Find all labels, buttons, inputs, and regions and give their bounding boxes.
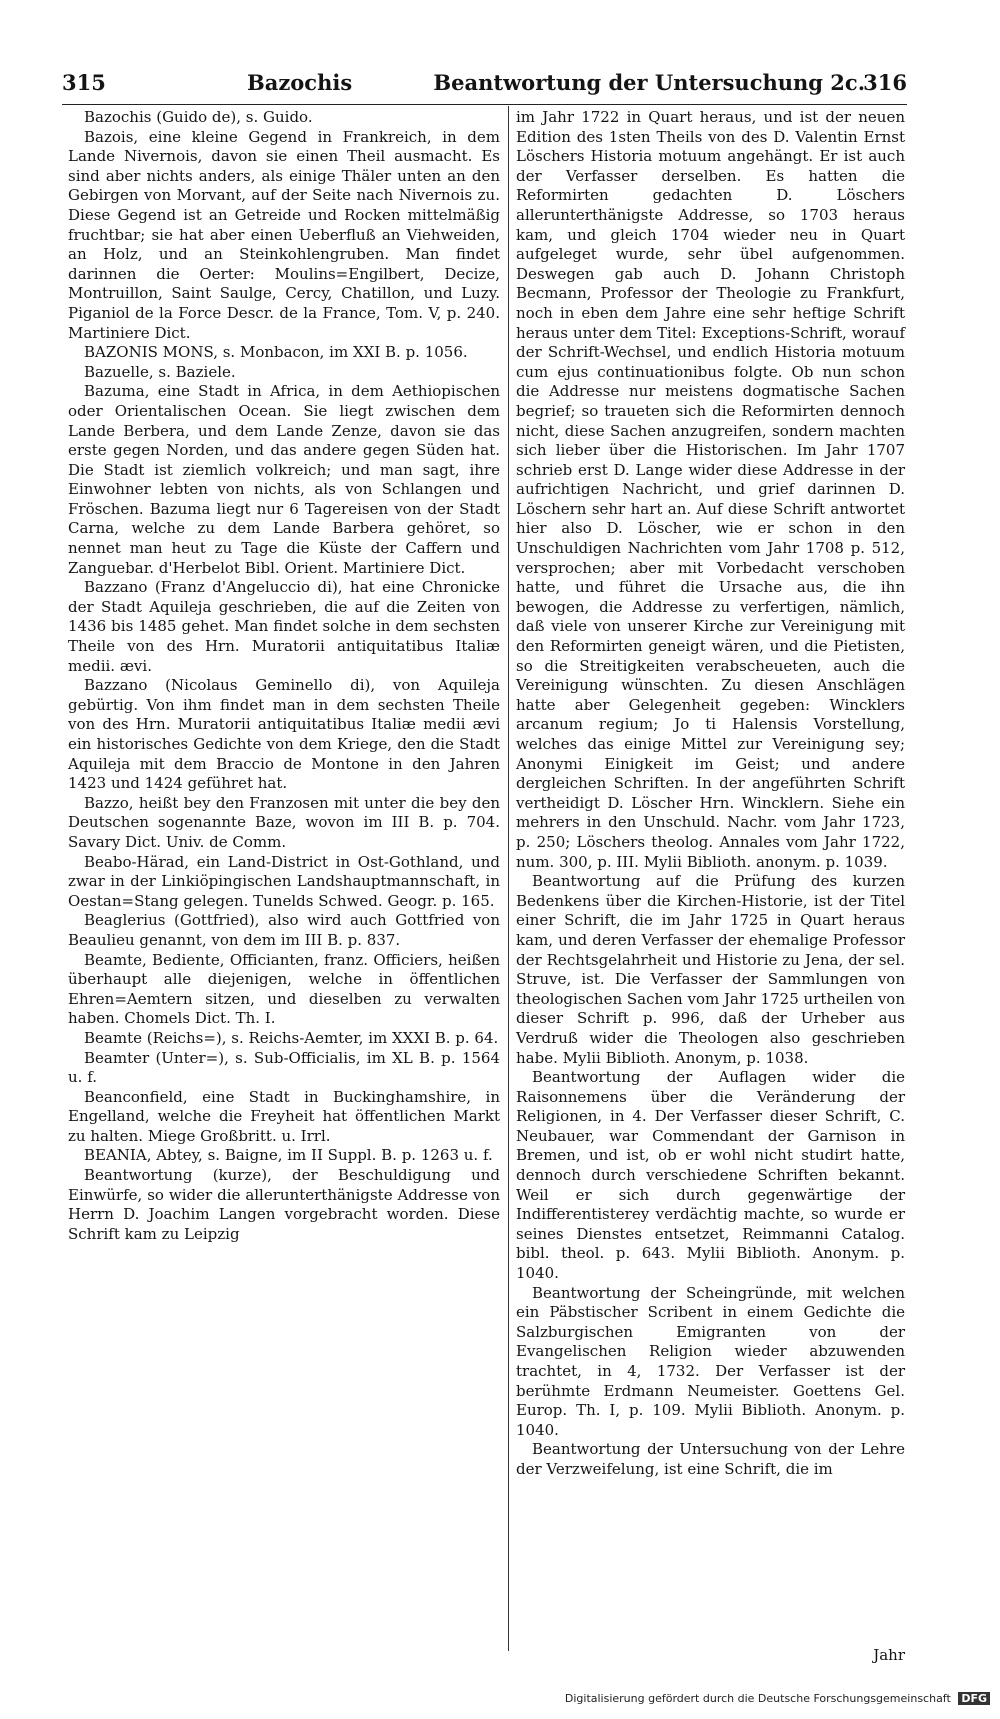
entry-paragraph: im Jahr 1722 in Quart heraus, und ist der neuen Edition des 1sten Theils von des D. Valentin Ernst Löschers Historia motuum angehängt. Er ist auch der Verfasser derselben. Es hatten die Reformirten gedachten D. Löschers allerunterthänigste Addresse, so 1703 heraus kam, und gleich 1704 wieder neu in Quart aufgeleget wurde, sehr übel aufgenommen. Deswegen gab auch D. Johann Christoph Becmann, Professor der Theologie zu Frankfurt, noch in eben dem Jahre eine sehr heftige Schrift heraus unter dem Titel: Exceptions-Schrift, worauf der Schrift-Wechsel, und endlich Historia motuum cum ejus continuationibus folgte. Ob nun schon die Addresse nur meistens dogmatische Sachen begrief; so traueten sich die Reformirten dennoch nicht, diese Sachen anzugreifen, sondern machten sich lieber über die Historischen. Im Jahr 1707 schrieb erst D. Lange wider diese Addresse in der aufrichtigen Nachricht, und grief darinnen D. Löschern sehr hart an. Auf diese Schrift antwortet hier also D. Löscher, wie er schon in den Unschuldigen Nachrichten vom Jahr 1708 p. 512, versprochen; aber mit Vorbedacht verschoben hatte, und führet die Ursache aus, die ihn bewogen, die Addresse zu verfertigen, nämlich, daß viele von unserer Kirche zur Vereinigung mit den Reformirten geneigt wären, und die Pietisten, so die Streitigkeiten verabscheueten, auch die Vereinigung wünschten. Zu diesen Anschlägen hatte aber Gelegenheit gegeben: Wincklers arcanum regium; Jo ti Halensis Vorstellung, welches das einige Mittel zur Vereinigung sey; Anonymi Einigkeit im Geist; und andere dergleichen Schriften. In der angeführten Schrift vertheidigt D. Löscher Hrn. Wincklern. Siehe ein mehrers in den Unschuld. Nachr. vom Jahr 1723, p. 250; Löschers theolog. Annales vom Jahr 1722, num. 300, p. III. Mylii Biblioth. anonym. p. 1039. (516, 108, 905, 871)
entry-paragraph: Bazuma, eine Stadt in Africa, in dem Aethiopischen oder Orientalischen Ocean. Sie liegt zwischen dem Lande Berbera, und dem Lande Zenze, davon sie das erste gegen Norden, und das andere gegen Süden hat. Die Stadt ist ziemlich volkreich; und man sagt, ihre Einwohner lebten von nichts, als von Schlangen und Fröschen. Bazuma liegt nur 6 Tagereisen von der Stadt Carna, welche zu dem Lande Barbera gehöret, so nennet man heut zu Tage die Küste der Caffern und Zanguebar. d'Herbelot Bibl. Orient. Martiniere Dict. (68, 382, 500, 577)
entry-paragraph: Bazochis (Guido de), s. Guido. (84, 108, 313, 126)
entry-paragraph: Beabo-Härad, ein Land-District in Ost-Gothland, und zwar in der Linkiöpingischen Landshauptmannschaft, in Oestan=Stang gelegen. Tunelds Schwed. Geogr. p. 165. (68, 852, 500, 910)
entry-paragraph: BAZONIS MONS, s. Monbacon, im XXI B. p. 1056. (84, 343, 468, 362)
page-header (62, 70, 907, 104)
digitization-footer (565, 1692, 990, 1705)
dfg-logo: DFG (958, 1692, 990, 1705)
entry-paragraph: Beamte (Reichs=), s. Reichs-Aemter, im XXXI B. p. 64. (84, 1028, 499, 1047)
entry-paragraph: Bazzo, heißt bey den Franzosen mit unter die bey den Deutschen sogenannte Baze, wovon im III B. p. 704. Savary Dict. Univ. de Comm. (68, 793, 500, 851)
entry-paragraph: Beantwortung (kurze), der Beschuldigung und Einwürfe, so wider die allerunterthänigste Addresse von Herrn D. Joachim Langen vorgebracht worden. Diese Schrift kam zu Leipzig (68, 1166, 500, 1243)
entry-paragraph: Beaglerius (Gottfried), also wird auch Gottfried von Beaulieu genannt, von dem im III B. p. 837. (68, 911, 500, 949)
left-running-title: Bazochis (247, 70, 353, 95)
entry-paragraph: Beantwortung auf die Prüfung des kurzen Bedenkens über die Kirchen-Historie, ist der Titel einer Schrift, die im Jahr 1725 in Quart heraus kam, und deren Verfasser der ehemalige Professor der Rechtsgelahrheit und Historie zu Jena, der sel. Struve, ist. Die Verfasser der Sammlungen von theologischen Sachen vom Jahr 1725 urtheilen von dieser Schrift p. 996, daß der Urheber aus Verdruß wider die Theologen also geschrieben habe. Mylii Biblioth. Anonym, p. 1038. (516, 872, 905, 1067)
entry-paragraph: Beanconfield, eine Stadt in Buckinghamshire, in Engelland, welche die Freyheit hat öffentlichen Markt zu halten. Miege Großbritt. u. Irrl. (68, 1087, 500, 1145)
header-rule (62, 104, 907, 105)
entry-paragraph: Beantwortung der Untersuchung von der Lehre der Verzweifelung, ist eine Schrift, die im (516, 1440, 905, 1478)
entry-paragraph: Beamte, Bediente, Officianten, franz. Officiers, heißen überhaupt alle diejenigen, welche in öffentlichen Ehren=Aemtern sitzen, und dieselben zu verwalten haben. Chomels Dict. Th. I. (68, 950, 500, 1028)
entry-paragraph: Beantwortung der Scheingründe, mit welchen ein Päbstischer Scribent in einem Gedichte die Salzburgischen Emigranten von der Evangelischen Religion wieder abzuwenden trachtet, in 4, 1732. Der Verfasser ist der berühmte Erdmann Neumeister. Goettens Gel. Europ. Th. I, p. 109. Mylii Biblioth. Anonym. p. 1040. (516, 1283, 905, 1439)
column-divider (508, 106, 509, 1651)
left-page-number: 315 (62, 70, 106, 95)
entry-paragraph: BEANIA, Abtey, s. Baigne, im II Suppl. B. p. 1263 u. f. (84, 1146, 493, 1165)
entry-paragraph: Beantwortung der Auflagen wider die Raisonnemens über die Veränderung der Religionen, in 4. Der Verfasser dieser Schrift, C. Neubauer, war Commendant der Garnison in Bremen, und ist, ob er wohl nicht studirt hatte, dennoch durch verschiedene Schriften bekannt. Weil er sich durch gegenwärtige der Indifferentisterey verdächtig machte, so wurde er seines Dienstes entsetzet, Reimmanni Catalog. bibl. theol. p. 643. Mylii Biblioth. Anonym. p. 1040. (516, 1068, 905, 1283)
entry-paragraph: Bazuelle, s. Baziele. (84, 362, 236, 381)
entry-paragraph: Bazzano (Nicolaus Geminello di), von Aquileja gebürtig. Von ihm findet man in dem sechsten Theile von des Hrn. Muratorii antiquitatibus Italiæ medii ævi ein historisches Gedichte von dem Kriege, den die Stadt Aquileja mit dem Braccio de Montone in den Jahren 1423 und 1424 geführet hat. (68, 676, 500, 793)
left-column (68, 108, 500, 1244)
footer-text: Digitalisierung gefördert durch die Deutsche Forschungsgemeinschaft (564, 1692, 951, 1705)
entry-paragraph: Bazois, eine kleine Gegend in Frankreich, in dem Lande Nivernois, davon sie einen Theil ausmacht. Es sind aber nichts anders, als einige Thäler unten an den Gebirgen von Morvant, auf der Seite nach Nivernois zu. Diese Gegend ist an Getreide und Rocken mittelmäßig fruchtbar; sie hat aber einen Ueberfluß an Viehweiden, an Holz, und an Steinkohlengruben. Man findet darinnen die Oerter: Moulins=Engilbert, Decize, Montruillon, Saint Saulge, Cercy, Chatillon, und Luzy. Piganiol de la Force Descr. de la France, Tom. V, p. 240. Martiniere Dict. (68, 127, 500, 342)
catchword: Jahr (873, 1646, 905, 1664)
right-column (516, 108, 905, 1480)
right-running-title: Beantwortung der Untersuchung 2c. (433, 70, 865, 95)
entry-paragraph: Beamter (Unter=), s. Sub-Officialis, im XL B. p. 1564 u. f. (68, 1048, 500, 1087)
entry-paragraph: Bazzano (Franz d'Angeluccio di), hat eine Chronicke der Stadt Aquileja geschrieben, die auf die Zeiten von 1436 bis 1485 gehet. Man findet solche in dem sechsten Theile von des Hrn. Muratorii antiquitatibus Italiæ medii. ævi. (68, 578, 500, 675)
right-page-number: 316 (863, 70, 907, 95)
